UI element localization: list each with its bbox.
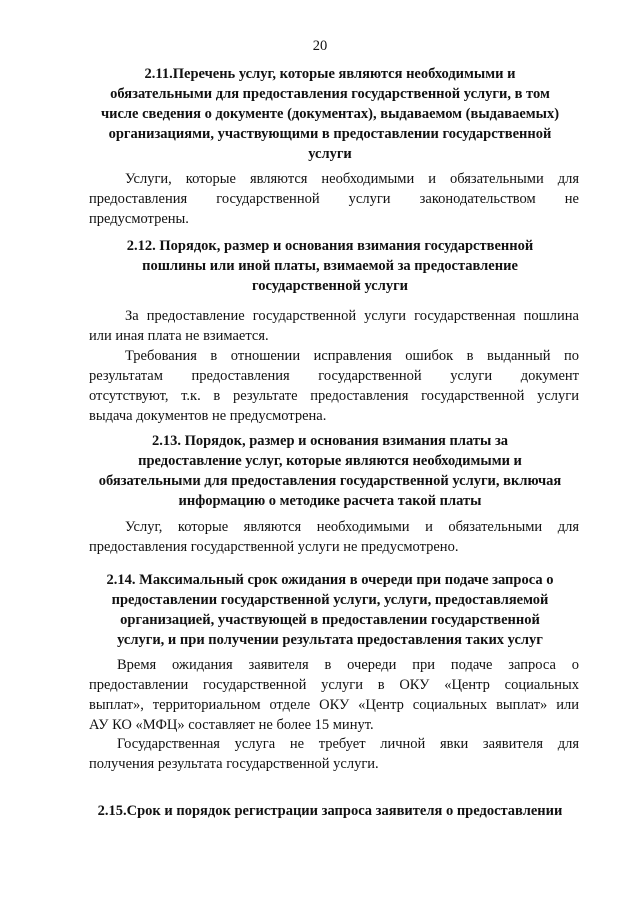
heading-line: обязательными для предоставления государственной услуги, включая bbox=[98, 473, 562, 489]
heading-line: обязательными для предоставления государственной услуги, в том bbox=[110, 86, 550, 102]
paragraph-line: Государственная услуга не требует личной явки заявителя для bbox=[117, 736, 579, 752]
paragraph-line: выдача документов не предусмотрена. bbox=[89, 408, 327, 424]
paragraph-line: предоставления государственной услуги не предусмотрено. bbox=[89, 539, 459, 555]
paragraph-line: За предоставление государственной услуги государственная пошлина bbox=[125, 308, 579, 324]
heading-line: 2.11.Перечень услуг, которые являются необходимыми и bbox=[144, 66, 516, 82]
section-2-14-heading bbox=[80, 570, 580, 650]
heading-line: услуги, и при получении результата предоставления таких услуг bbox=[117, 632, 543, 648]
paragraph-line: предоставлении государственной услуги в ОКУ «Центр социальных bbox=[89, 677, 579, 693]
paragraph-line: Требования в отношении исправления ошибок в выданный по bbox=[125, 348, 579, 364]
section-2-12-paragraph-2 bbox=[89, 346, 579, 426]
section-2-13-heading bbox=[80, 431, 580, 511]
paragraph-line: или иная плата не взимается. bbox=[89, 328, 269, 344]
section-2-13-paragraph bbox=[89, 517, 579, 557]
section-2-11-heading bbox=[80, 64, 580, 164]
heading-line: предоставление услуг, которые являются необходимыми и bbox=[138, 453, 522, 469]
heading-line: государственной услуги bbox=[251, 278, 409, 294]
heading-line: услуги bbox=[308, 146, 352, 162]
heading-line: 2.14. Максимальный срок ожидания в очереди при подаче запроса о bbox=[106, 572, 554, 588]
paragraph-line: выплат», территориальном отделе ОКУ «Центр социальных выплат» или bbox=[89, 697, 579, 713]
paragraph-line: отсутствуют, т.к. в результате предоставления государственной услуги bbox=[89, 388, 579, 404]
heading-line: организациями, участвующими в предоставлении государственной bbox=[108, 126, 552, 142]
section-2-12-heading bbox=[80, 236, 580, 296]
heading-line: информацию о методике расчета такой платы bbox=[178, 493, 482, 509]
paragraph-line: АУ КО «МФЦ» составляет не более 15 минут. bbox=[89, 717, 374, 733]
section-2-11-paragraph bbox=[89, 169, 579, 229]
paragraph-line: Услуг, которые являются необходимыми и обязательными для bbox=[125, 519, 579, 535]
paragraph-line: получения результата государственной услуги. bbox=[89, 756, 379, 772]
section-2-15-heading bbox=[80, 801, 580, 821]
paragraph-line: Время ожидания заявителя в очереди при подаче запроса о bbox=[117, 657, 579, 673]
heading-line: 2.13. Порядок, размер и основания взимания платы за bbox=[151, 433, 509, 449]
section-2-14-paragraph-2 bbox=[89, 734, 579, 774]
section-2-14-paragraph-1 bbox=[89, 655, 579, 735]
paragraph-line: предоставления государственной услуги законодательством не bbox=[89, 191, 579, 207]
section-2-12-paragraph-1 bbox=[89, 306, 579, 346]
heading-line: предоставлении государственной услуги, услуги, предоставляемой bbox=[111, 592, 549, 608]
page-number: 20 bbox=[312, 38, 328, 54]
heading-line: 2.15.Срок и порядок регистрации запроса заявителя о предоставлении bbox=[97, 803, 563, 819]
heading-line: числе сведения о документе (документах), выдаваемом (выдаваемых) bbox=[100, 106, 560, 122]
heading-line: 2.12. Порядок, размер и основания взимания государственной bbox=[126, 238, 534, 254]
paragraph-line: результатам предоставления государственной услуги документ bbox=[89, 368, 579, 384]
heading-line: пошлины или иной платы, взимаемой за предоставление bbox=[142, 258, 518, 274]
heading-line: организацией, участвующей в предоставлении государственной bbox=[120, 612, 540, 628]
paragraph-line: Услуги, которые являются необходимыми и обязательными для bbox=[125, 171, 579, 187]
paragraph-line: предусмотрены. bbox=[89, 211, 189, 227]
